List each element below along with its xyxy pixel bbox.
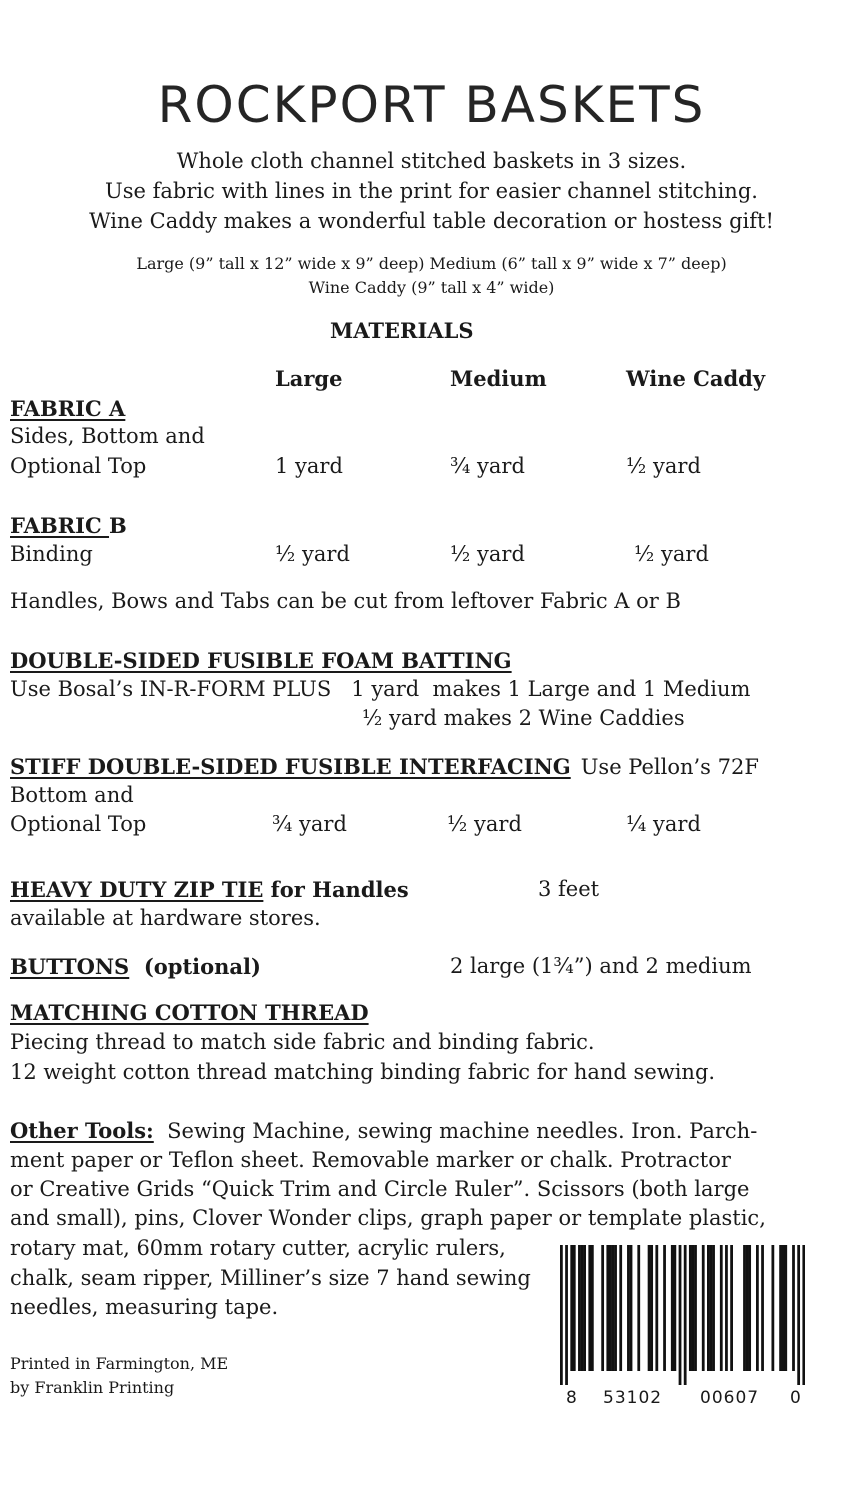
barcode-bar <box>730 1245 733 1371</box>
printed-line-2: by Franklin Printing <box>10 1378 175 1397</box>
barcode-bar <box>573 1245 576 1371</box>
barcode-bar <box>797 1245 800 1385</box>
barcode-bar <box>771 1245 774 1371</box>
barcode-bar <box>689 1245 692 1371</box>
intro-line-3: Wine Caddy makes a wonderful table decoration or hostess gift! <box>89 209 774 233</box>
barcode-bar <box>761 1245 764 1371</box>
barcode-bar <box>784 1245 787 1371</box>
barcode-bar <box>673 1245 676 1371</box>
intro-line-1: Whole cloth channel stitched baskets in 3 sizes. <box>176 149 687 173</box>
barcode-bar <box>725 1245 728 1371</box>
barcode-digits-right: 00607 <box>700 1388 760 1408</box>
barcode-bar <box>679 1245 682 1385</box>
interfacing-large: ¾ yard <box>272 812 347 836</box>
barcode-bar <box>712 1245 715 1371</box>
barcode-bar <box>565 1245 568 1385</box>
barcode-bar <box>619 1245 622 1371</box>
barcode-bar <box>591 1245 594 1371</box>
fabric-a-wine: ½ yard <box>626 454 701 478</box>
barcode-bar <box>710 1245 713 1371</box>
barcode-bar <box>782 1245 785 1371</box>
thread-line-1: Piecing thread to match side fabric and binding fabric. <box>10 1030 595 1054</box>
leftover-note: Handles, Bows and Tabs can be cut from leftover Fabric A or B <box>10 589 681 613</box>
interfacing-heading: STIFF DOUBLE-SIDED FUSIBLE INTERFACING <box>10 754 571 779</box>
barcode-bar <box>578 1245 581 1371</box>
column-wine-caddy: Wine Caddy <box>626 366 766 391</box>
zip-tie-heading-row: HEAVY DUTY ZIP TIE for Handles <box>10 877 409 902</box>
intro-line-2: Use fabric with lines in the print for easier channel stitching. <box>105 179 758 203</box>
foam-heading: DOUBLE-SIDED FUSIBLE FOAM BATTING <box>10 648 512 673</box>
printed-line-1: Printed in Farmington, ME <box>10 1354 229 1373</box>
interfacing-line-2: Optional Top <box>10 812 147 836</box>
barcode-bar <box>588 1245 591 1371</box>
barcode-bar <box>663 1245 666 1371</box>
barcode-bar <box>746 1245 749 1371</box>
fabric-b-medium: ½ yard <box>450 542 525 566</box>
barcode-bar <box>627 1245 630 1371</box>
barcode-bar <box>606 1245 609 1371</box>
sizes-line-2: Wine Caddy (9” tall x 4” wide) <box>308 278 555 297</box>
barcode-bar <box>684 1245 687 1385</box>
barcode-bar <box>612 1245 615 1371</box>
barcode <box>560 1245 805 1385</box>
other-tools-heading: Other Tools: <box>10 1118 154 1143</box>
barcode-bar <box>637 1245 640 1371</box>
other-tools-line-5: rotary mat, 60mm rotary cutter, acrylic rulers, <box>10 1236 506 1260</box>
barcode-bar <box>720 1245 723 1371</box>
fabric-a-medium: ¾ yard <box>450 454 525 478</box>
barcode-bar <box>655 1245 658 1371</box>
interfacing-medium: ½ yard <box>447 812 522 836</box>
barcode-bar <box>694 1245 697 1371</box>
fabric-b-wine: ½ yard <box>634 542 709 566</box>
fabric-a-line-1: Sides, Bottom and <box>10 424 205 448</box>
other-tools-line-7: needles, measuring tape. <box>10 1295 279 1319</box>
buttons-heading-row: BUTTONS (optional) <box>10 954 261 979</box>
barcode-bar <box>748 1245 751 1371</box>
barcode-bar <box>648 1245 651 1371</box>
foam-line-1: Use Bosal’s IN-R-FORM PLUS 1 yard makes 1 Large and 1 Medium <box>10 677 751 701</box>
barcode-bar <box>601 1245 604 1371</box>
column-medium: Medium <box>450 366 547 391</box>
page-title: ROCKPORT BASKETS <box>157 76 706 134</box>
barcode-bar <box>581 1245 584 1371</box>
foam-line-2: ½ yard makes 2 Wine Caddies <box>362 706 685 730</box>
column-large: Large <box>275 366 343 391</box>
barcode-bar <box>614 1245 617 1371</box>
thread-heading: MATCHING COTTON THREAD <box>10 1000 369 1025</box>
other-tools-line-4: and small), pins, Clover Wonder clips, graph paper or template plastic, <box>10 1206 766 1230</box>
barcode-bar <box>630 1245 633 1371</box>
sizes-line-1: Large (9” tall x 12” wide x 9” deep) Medium (6” tall x 9” wide x 7” deep) <box>136 254 727 273</box>
fabric-a-large: 1 yard <box>275 454 343 478</box>
barcode-bar <box>609 1245 612 1371</box>
barcode-bar <box>692 1245 695 1371</box>
buttons-heading: BUTTONS <box>10 954 130 979</box>
barcode-bar <box>583 1245 586 1371</box>
barcode-bar <box>792 1245 795 1371</box>
barcode-digit-last: 0 <box>790 1388 802 1408</box>
barcode-bar <box>650 1245 653 1371</box>
zip-tie-line-2: available at hardware stores. <box>10 906 321 930</box>
thread-line-2: 12 weight cotton thread matching binding fabric for hand sewing. <box>10 1060 716 1084</box>
barcode-bar <box>570 1245 573 1371</box>
barcode-bar <box>671 1245 674 1371</box>
fabric-b-line-1: Binding <box>10 542 93 566</box>
other-tools-line-6: chalk, seam ripper, Milliner’s size 7 hand sewing <box>10 1266 531 1290</box>
other-tools-line-2: ment paper or Teflon sheet. Removable marker or chalk. Protractor <box>10 1148 731 1172</box>
fabric-b-large: ½ yard <box>275 542 350 566</box>
barcode-digits-left: 53102 <box>603 1388 663 1408</box>
zip-tie-amount: 3 feet <box>538 877 600 901</box>
materials-heading: MATERIALS <box>330 318 474 343</box>
buttons-amount: 2 large (1¾”) and 2 medium <box>450 954 752 978</box>
barcode-graphic <box>560 1245 805 1385</box>
interfacing-heading-row <box>10 754 759 779</box>
fabric-a-line-2: Optional Top <box>10 454 147 478</box>
barcode-bar <box>560 1245 563 1385</box>
barcode-bar <box>802 1245 805 1385</box>
barcode-bar <box>702 1245 705 1371</box>
barcode-digit-first: 8 <box>566 1388 578 1408</box>
fabric-a-heading: FABRIC A <box>10 396 126 421</box>
barcode-bar <box>707 1245 710 1371</box>
interfacing-note: Use Pellon’s 72F <box>580 755 759 779</box>
other-tools-line-3: or Creative Grids “Quick Trim and Circle Ruler”. Scissors (both large <box>10 1177 750 1201</box>
interfacing-wine: ¼ yard <box>626 812 701 836</box>
barcode-bar <box>743 1245 746 1371</box>
other-tools-line-1: Other Tools: Sewing Machine, sewing machine needles. Iron. Parch- <box>10 1118 758 1143</box>
barcode-bar <box>756 1245 759 1371</box>
zip-tie-heading: HEAVY DUTY ZIP TIE <box>10 877 264 902</box>
barcode-bar <box>779 1245 782 1371</box>
fabric-b-heading: FABRIC B <box>10 513 127 538</box>
interfacing-line-1: Bottom and <box>10 783 134 807</box>
